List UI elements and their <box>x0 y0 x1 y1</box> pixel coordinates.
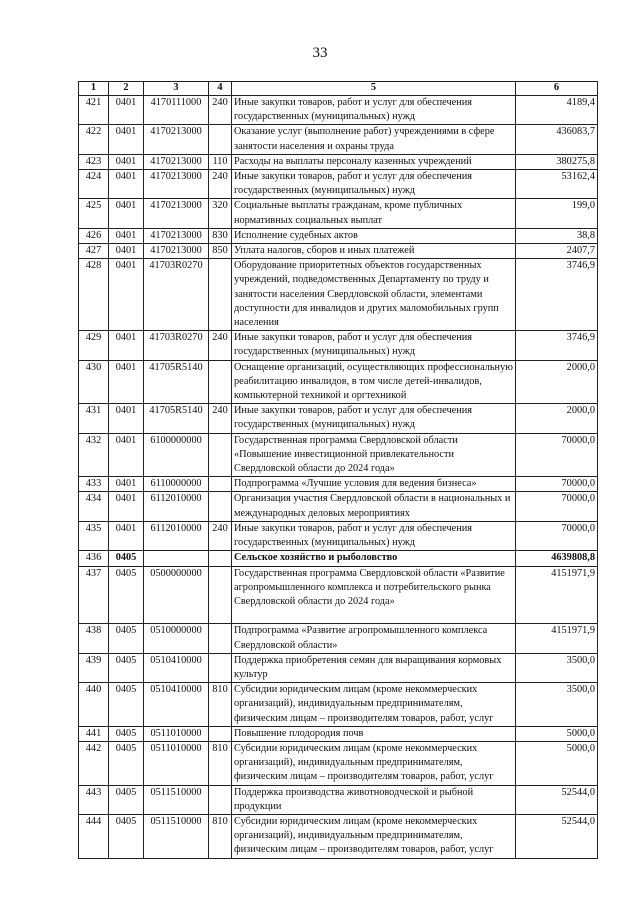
row-amount: 70000,0 <box>516 521 598 550</box>
row-number: 442 <box>79 741 109 785</box>
table-row <box>79 259 598 331</box>
header-col-4: 4 <box>209 82 232 96</box>
row-description: Повышение плодородия почв <box>232 726 516 741</box>
row-expense-type: 810 <box>209 814 232 858</box>
row-target-code: 0500000000 <box>144 566 209 624</box>
row-number: 421 <box>79 96 109 125</box>
row-number: 434 <box>79 492 109 521</box>
row-target-code: 4170111000 <box>144 96 209 125</box>
row-section: 0405 <box>109 624 144 653</box>
row-expense-type: 810 <box>209 741 232 785</box>
table-row <box>79 228 598 243</box>
row-description: Организация участия Свердловской области в национальных и международных деловых мероприятиях <box>232 492 516 521</box>
row-description: Иные закупки товаров, работ и услуг для обеспечения государственных (муниципальных) нужд <box>232 404 516 433</box>
row-amount: 70000,0 <box>516 433 598 477</box>
row-expense-type: 240 <box>209 170 232 199</box>
header-col-2: 2 <box>109 82 144 96</box>
row-description: Иные закупки товаров, работ и услуг для обеспечения государственных (муниципальных) нужд <box>232 170 516 199</box>
row-number: 428 <box>79 259 109 331</box>
row-expense-type <box>209 624 232 653</box>
row-target-code: 4170213000 <box>144 125 209 154</box>
row-expense-type <box>209 653 232 682</box>
row-expense-type: 240 <box>209 96 232 125</box>
row-target-code: 41703R0270 <box>144 259 209 331</box>
row-expense-type: 240 <box>209 521 232 550</box>
table-row <box>79 404 598 433</box>
row-amount: 380275,8 <box>516 154 598 169</box>
row-section: 0405 <box>109 653 144 682</box>
row-number: 437 <box>79 566 109 624</box>
row-number: 439 <box>79 653 109 682</box>
table-row <box>79 814 598 858</box>
row-section: 0401 <box>109 331 144 360</box>
row-section: 0401 <box>109 96 144 125</box>
row-section: 0405 <box>109 814 144 858</box>
row-description: Иные закупки товаров, работ и услуг для обеспечения государственных (муниципальных) нужд <box>232 331 516 360</box>
row-section: 0401 <box>109 199 144 228</box>
row-expense-type: 320 <box>209 199 232 228</box>
row-section: 0401 <box>109 477 144 492</box>
row-description: Субсидии юридическим лицам (кроме некоммерческих организаций), индивидуальным предпринимателям, физическим лицам – производителям товаров, работ, услуг <box>232 741 516 785</box>
row-section: 0401 <box>109 492 144 521</box>
row-description: Государственная программа Свердловской области «Повышение инвестиционной привлекательности Свердловской области до 2024 года» <box>232 433 516 477</box>
table-row <box>79 785 598 814</box>
header-col-3: 3 <box>144 82 209 96</box>
table-row <box>79 566 598 624</box>
row-number: 443 <box>79 785 109 814</box>
row-target-code: 4170213000 <box>144 228 209 243</box>
row-amount: 4151971,9 <box>516 624 598 653</box>
row-section: 0401 <box>109 360 144 404</box>
row-number: 438 <box>79 624 109 653</box>
row-target-code: 0510000000 <box>144 624 209 653</box>
row-expense-type <box>209 566 232 624</box>
table-row <box>79 683 598 727</box>
row-expense-type: 850 <box>209 244 232 259</box>
budget-table <box>78 81 598 859</box>
row-number: 435 <box>79 521 109 550</box>
table-header-row <box>79 82 598 96</box>
row-number: 430 <box>79 360 109 404</box>
table-row <box>79 154 598 169</box>
row-target-code: 4170213000 <box>144 154 209 169</box>
row-target-code: 6112010000 <box>144 492 209 521</box>
row-number: 422 <box>79 125 109 154</box>
row-amount: 38,8 <box>516 228 598 243</box>
table-row <box>79 741 598 785</box>
row-amount: 3500,0 <box>516 653 598 682</box>
row-amount: 4189,4 <box>516 96 598 125</box>
row-expense-type: 240 <box>209 331 232 360</box>
row-amount: 3500,0 <box>516 683 598 727</box>
table-row <box>79 726 598 741</box>
row-number: 423 <box>79 154 109 169</box>
row-number: 432 <box>79 433 109 477</box>
row-amount: 3746,9 <box>516 331 598 360</box>
row-expense-type <box>209 492 232 521</box>
row-number: 444 <box>79 814 109 858</box>
row-target-code: 0511010000 <box>144 726 209 741</box>
row-expense-type: 110 <box>209 154 232 169</box>
row-expense-type: 830 <box>209 228 232 243</box>
row-section: 0405 <box>109 551 144 566</box>
table-row <box>79 433 598 477</box>
table-row <box>79 125 598 154</box>
row-amount: 5000,0 <box>516 741 598 785</box>
row-expense-type <box>209 726 232 741</box>
table-row <box>79 199 598 228</box>
row-section: 0405 <box>109 726 144 741</box>
row-amount: 52544,0 <box>516 785 598 814</box>
table-row <box>79 521 598 550</box>
row-target-code: 6100000000 <box>144 433 209 477</box>
row-amount: 199,0 <box>516 199 598 228</box>
row-description: Поддержка приобретения семян для выращивания кормовых культур <box>232 653 516 682</box>
row-description: Оснащение организаций, осуществляющих профессиональную реабилитацию инвалидов, в том числе детей-инвалидов, компьютерной техникой и оргтехникой <box>232 360 516 404</box>
row-number: 431 <box>79 404 109 433</box>
header-col-6: 6 <box>516 82 598 96</box>
row-description: Субсидии юридическим лицам (кроме некоммерческих организаций), индивидуальным предпринимателям, физическим лицам – производителям товаров, работ, услуг <box>232 814 516 858</box>
row-section: 0401 <box>109 404 144 433</box>
row-target-code: 0511510000 <box>144 814 209 858</box>
row-target-code: 41703R0270 <box>144 331 209 360</box>
row-target-code: 0511510000 <box>144 785 209 814</box>
row-number: 440 <box>79 683 109 727</box>
row-number: 426 <box>79 228 109 243</box>
row-expense-type <box>209 360 232 404</box>
table-row <box>79 551 598 566</box>
row-description: Подпрограмма «Развитие агропромышленного комплекса Свердловской области» <box>232 624 516 653</box>
row-description: Оборудование приоритетных объектов государственных учреждений, подведомственных Департаменту по труду и занятости населения Свердловской области, элементами доступности для инвалидов и других маломобильных групп населения <box>232 259 516 331</box>
row-target-code: 4170213000 <box>144 244 209 259</box>
row-description: Уплата налогов, сборов и иных платежей <box>232 244 516 259</box>
row-target-code: 0510410000 <box>144 683 209 727</box>
row-amount: 3746,9 <box>516 259 598 331</box>
row-target-code: 4170213000 <box>144 199 209 228</box>
table-row <box>79 624 598 653</box>
table-row <box>79 170 598 199</box>
row-target-code: 6112010000 <box>144 521 209 550</box>
row-expense-type: 240 <box>209 404 232 433</box>
row-number: 436 <box>79 551 109 566</box>
table-row <box>79 331 598 360</box>
row-description: Расходы на выплаты персоналу казенных учреждений <box>232 154 516 169</box>
row-amount: 2407,7 <box>516 244 598 259</box>
row-expense-type <box>209 551 232 566</box>
row-amount: 2000,0 <box>516 404 598 433</box>
row-description: Государственная программа Свердловской области «Развитие агропромышленного комплекса и потребительского рынка Свердловской области до 2024 года» <box>232 566 516 624</box>
row-section: 0401 <box>109 244 144 259</box>
header-col-5: 5 <box>232 82 516 96</box>
row-number: 425 <box>79 199 109 228</box>
row-target-code: 41705R5140 <box>144 360 209 404</box>
row-expense-type <box>209 433 232 477</box>
row-description: Субсидии юридическим лицам (кроме некоммерческих организаций), индивидуальным предпринимателям, физическим лицам – производителям товаров, работ, услуг <box>232 683 516 727</box>
row-section: 0401 <box>109 228 144 243</box>
row-amount: 70000,0 <box>516 492 598 521</box>
row-section: 0405 <box>109 683 144 727</box>
page-number: 33 <box>312 45 328 61</box>
row-target-code: 6110000000 <box>144 477 209 492</box>
row-number: 441 <box>79 726 109 741</box>
row-number: 427 <box>79 244 109 259</box>
row-description: Сельское хозяйство и рыболовство <box>232 551 516 566</box>
row-amount: 70000,0 <box>516 477 598 492</box>
row-target-code: 4170213000 <box>144 170 209 199</box>
table-row <box>79 492 598 521</box>
row-section: 0405 <box>109 785 144 814</box>
table-row <box>79 244 598 259</box>
row-section: 0401 <box>109 259 144 331</box>
row-description: Иные закупки товаров, работ и услуг для обеспечения государственных (муниципальных) нужд <box>232 96 516 125</box>
row-section: 0405 <box>109 566 144 624</box>
row-description: Иные закупки товаров, работ и услуг для обеспечения государственных (муниципальных) нужд <box>232 521 516 550</box>
row-description: Оказание услуг (выполнение работ) учреждениями в сфере занятости населения и охраны труда <box>232 125 516 154</box>
row-target-code <box>144 551 209 566</box>
table-body <box>79 96 598 859</box>
row-amount: 5000,0 <box>516 726 598 741</box>
header-col-1: 1 <box>79 82 109 96</box>
row-section: 0401 <box>109 154 144 169</box>
row-amount: 4639808,8 <box>516 551 598 566</box>
row-description: Подпрограмма «Лучшие условия для ведения бизнеса» <box>232 477 516 492</box>
row-expense-type <box>209 785 232 814</box>
row-section: 0401 <box>109 170 144 199</box>
table-row <box>79 360 598 404</box>
row-amount: 4151971,9 <box>516 566 598 624</box>
row-expense-type <box>209 477 232 492</box>
table-row <box>79 653 598 682</box>
row-section: 0401 <box>109 521 144 550</box>
row-number: 424 <box>79 170 109 199</box>
row-amount: 2000,0 <box>516 360 598 404</box>
row-expense-type <box>209 125 232 154</box>
table-row <box>79 96 598 125</box>
row-target-code: 0511010000 <box>144 741 209 785</box>
row-target-code: 0510410000 <box>144 653 209 682</box>
row-amount: 436083,7 <box>516 125 598 154</box>
row-amount: 53162,4 <box>516 170 598 199</box>
row-expense-type: 810 <box>209 683 232 727</box>
row-description: Социальные выплаты гражданам, кроме публичных нормативных социальных выплат <box>232 199 516 228</box>
row-target-code: 41705R5140 <box>144 404 209 433</box>
row-section: 0401 <box>109 433 144 477</box>
row-expense-type <box>209 259 232 331</box>
row-description: Исполнение судебных актов <box>232 228 516 243</box>
row-section: 0405 <box>109 741 144 785</box>
row-number: 433 <box>79 477 109 492</box>
row-section: 0401 <box>109 125 144 154</box>
row-description: Поддержка производства животноводческой и рыбной продукции <box>232 785 516 814</box>
row-number: 429 <box>79 331 109 360</box>
row-amount: 52544,0 <box>516 814 598 858</box>
table-row <box>79 477 598 492</box>
